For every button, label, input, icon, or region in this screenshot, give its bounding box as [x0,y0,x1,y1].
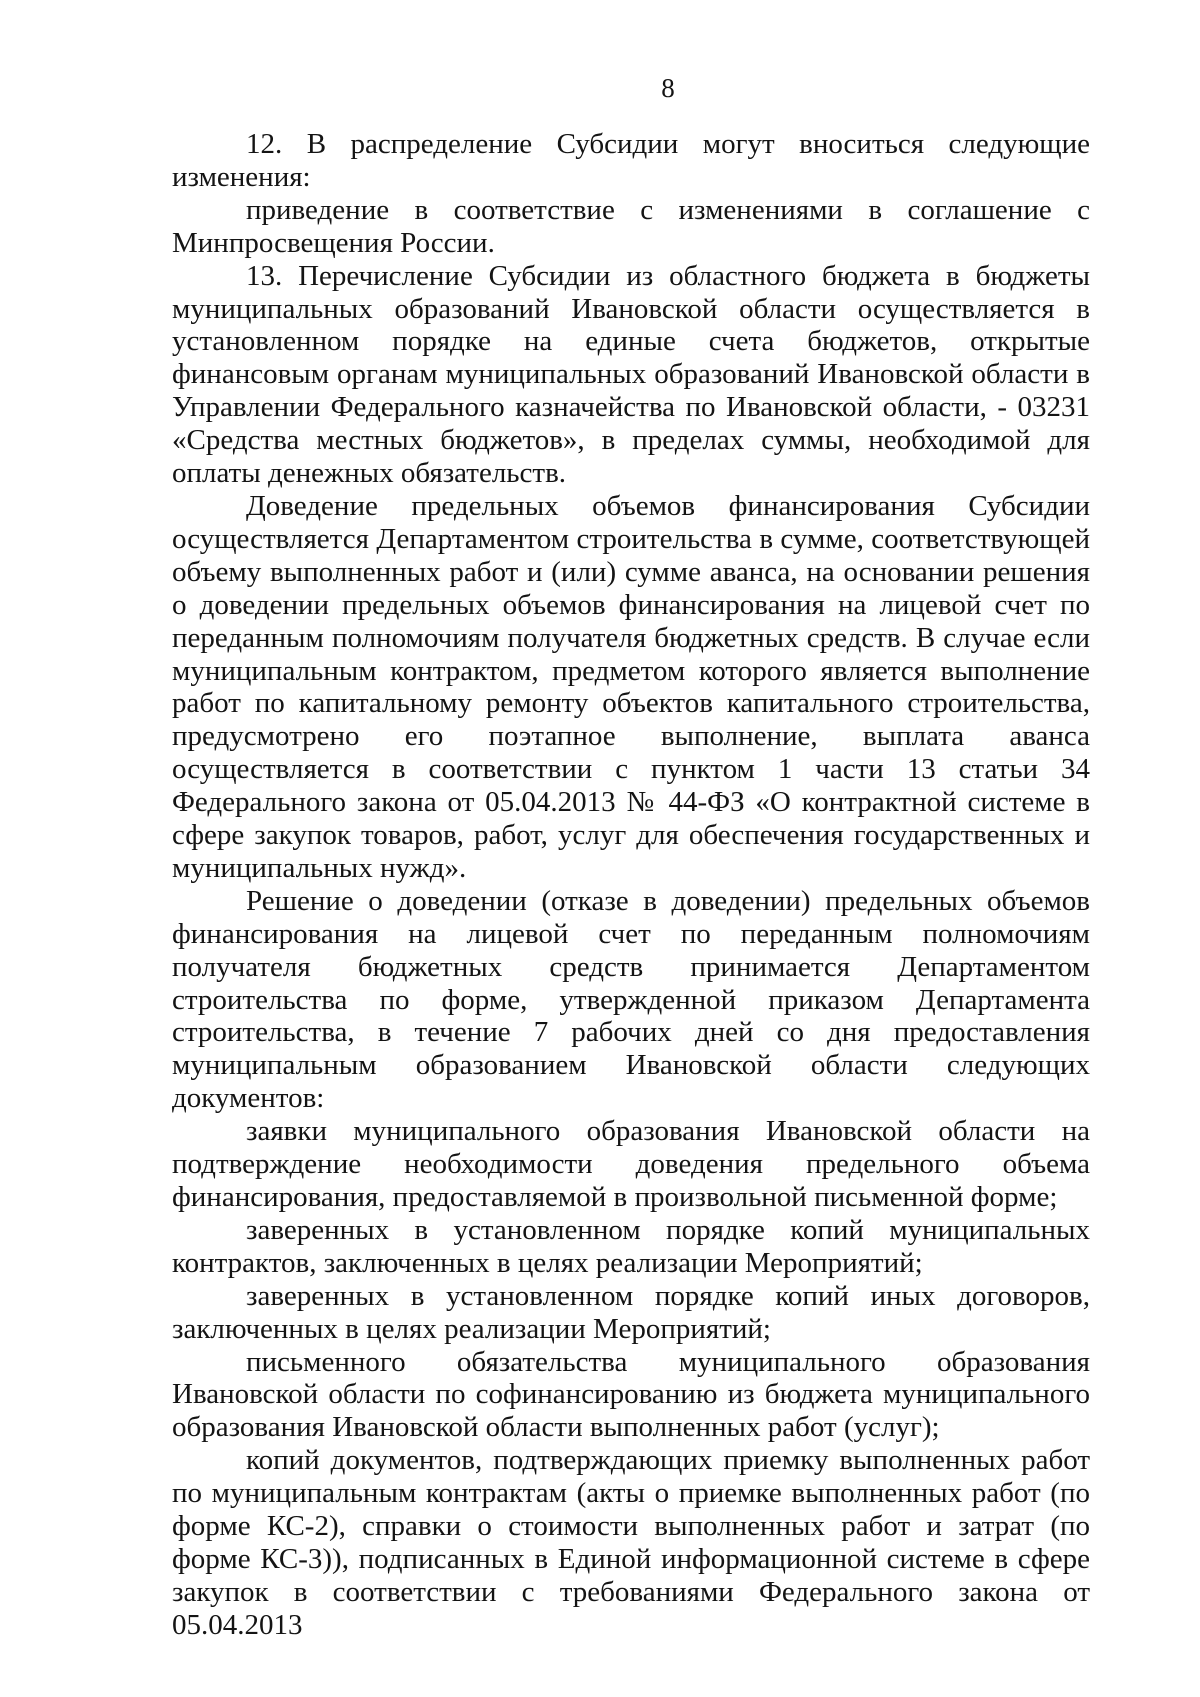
document-list-item-municipal-contracts: заверенных в установленном порядке копий муниципальных контрактов, заключенных в целях реализации Мероприятий; [172,1213,1090,1279]
paragraph-item-12-detail: приведение в соответствие с изменениями в соглашение с Минпросвещения России. [172,193,1090,259]
paragraph-decision: Решение о доведении (отказе в доведении) предельных объемов финансирования на лицевой счет по переданным полномочиям получателя бюджетных средств принимается Департаментом строительства по форме, утвержденной приказом Департамента строительства, в течение 7 рабочих дней со дня предоставления муниципальным образованием Ивановской области следующих документов: [172,884,1090,1115]
paragraph-item-13: 13. Перечисление Субсидии из областного бюджета в бюджеты муниципальных образований Ивановской области осуществляется в установленном порядке на единые счета бюджетов, открытые финансовым органам муниципальных образований Ивановской области в Управлении Федерального казначейства по Ивановской области, - 03231 «Средства местных бюджетов», в пределах суммы, необходимой для оплаты денежных обязательств. [172,259,1090,490]
document-list-item-acceptance-documents: копий документов, подтверждающих приемку выполненных работ по муниципальным контрактам (акты о приемке выполненных работ (по форме КС-2), справки о стоимости выполненных работ и затрат (по форме КС-3)), подписанных в Единой информационной системе в сфере закупок в соответствии с требованиями Федерального закона от 05.04.2013 [172,1444,1090,1641]
document-list-item-application: заявки муниципального образования Ивановской области на подтверждение необходимости доведения предельного объема финансирования, предоставляемой в произвольной письменной форме; [172,1115,1090,1213]
document-list-item-other-contracts: заверенных в установленном порядке копий иных договоров, заключенных в целях реализации Мероприятий; [172,1279,1090,1345]
paragraph-item-12: 12. В распределение Субсидии могут вноситься следующие изменения: [172,128,1090,193]
paragraph-funding-limits: Доведение предельных объемов финансирования Субсидии осуществляется Департаментом строительства в сумме, соответствующей объему выполненных работ и (или) сумме аванса, на основании решения о доведении предельных объемов финансирования на лицевой счет по переданным полномочиям получателя бюджетных средств. В случае если муниципальным контрактом, предметом которого является выполнение работ по капитальному ремонту объектов капитального строительства, предусмотрено его поэтапное выполнение, выплата аванса осуществляется в соответствии с пунктом 1 части 13 статьи 34 Федерального закона от 05.04.2013 № 44-ФЗ «О контрактной системе в сфере закупок товаров, работ, услуг для обеспечения государственных и муниципальных нужд». [172,489,1090,884]
document-body [172,128,1090,1642]
page-number: 8 [661,73,675,103]
document-list-item-cofinancing-obligation: письменного обязательства муниципального образования Ивановской области по софинансированию из бюджета муниципального образования Ивановской области выполненных работ (услуг); [172,1345,1090,1444]
